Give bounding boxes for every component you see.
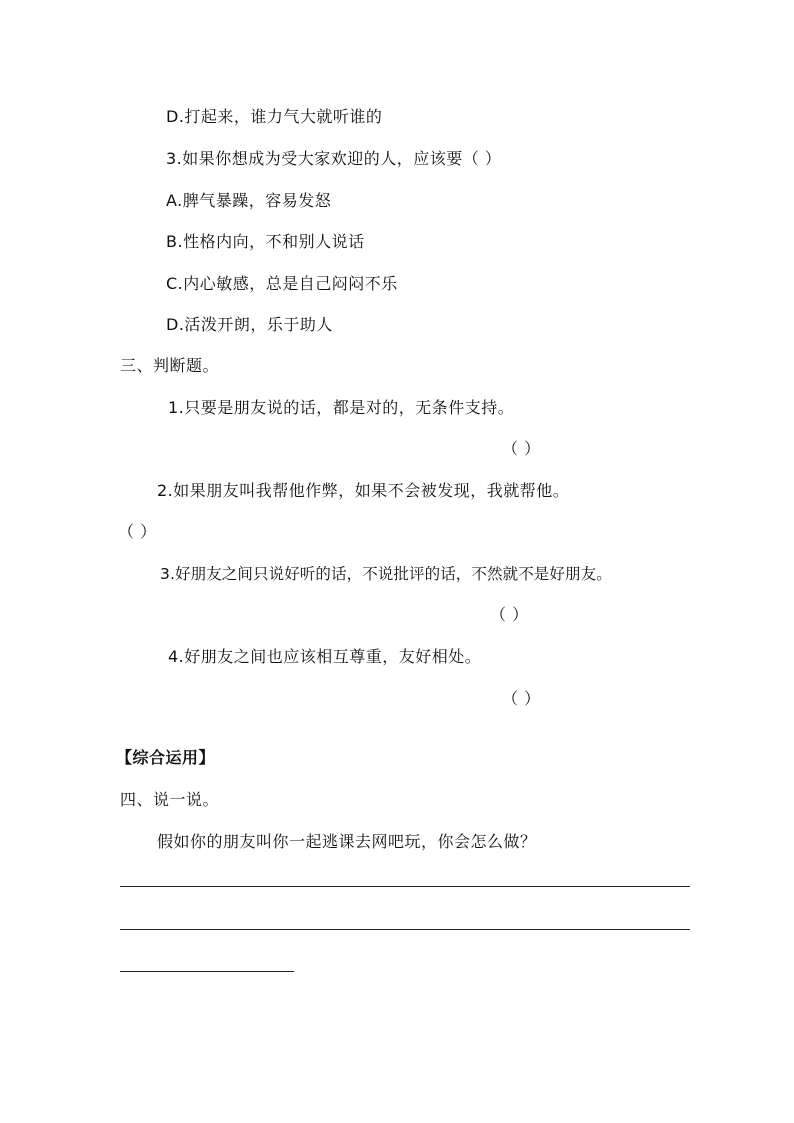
q3-stem: 3.如果你想成为受大家欢迎的人，应该要（ ） [166,149,502,168]
judge-blank-3: （ ） [490,605,529,624]
answer-line-3[interactable] [120,971,294,972]
section3-heading: 三、判断题。 [120,356,220,375]
answer-line-2[interactable] [120,929,690,930]
judge-blank-2: （ ） [118,522,157,541]
judge-item-2: 2.如果朋友叫我帮他作弊，如果不会被发现，我就帮他。 [157,481,570,500]
judge-blank-1: （ ） [502,439,541,458]
q3-option-c: C.内心敏感，总是自己闷闷不乐 [166,274,398,293]
judge-item-3: 3.好朋友之间只说好听的话，不说批评的话，不然就不是好朋友。 [160,565,612,583]
section4-prompt: 假如你的朋友叫你一起逃课去网吧玩，你会怎么做？ [157,832,537,851]
q3-option-a: A.脾气暴躁，容易发怒 [166,191,332,210]
judge-item-4: 4.好朋友之间也应该相互尊重，友好相处。 [168,647,482,666]
answer-line-1[interactable] [120,886,690,887]
judge-blank-4: （ ） [502,689,541,708]
q3-option-d: D.活泼开朗，乐于助人 [166,315,333,334]
part-heading: 【综合运用】 [116,748,216,767]
q2-option-d: D.打起来，谁力气大就听谁的 [166,107,383,126]
q3-option-b: B.性格内向，不和别人说话 [166,232,365,251]
judge-item-1: 1.只要是朋友说的话，都是对的，无条件支持。 [168,398,515,417]
section4-heading: 四、说一说。 [120,790,220,809]
